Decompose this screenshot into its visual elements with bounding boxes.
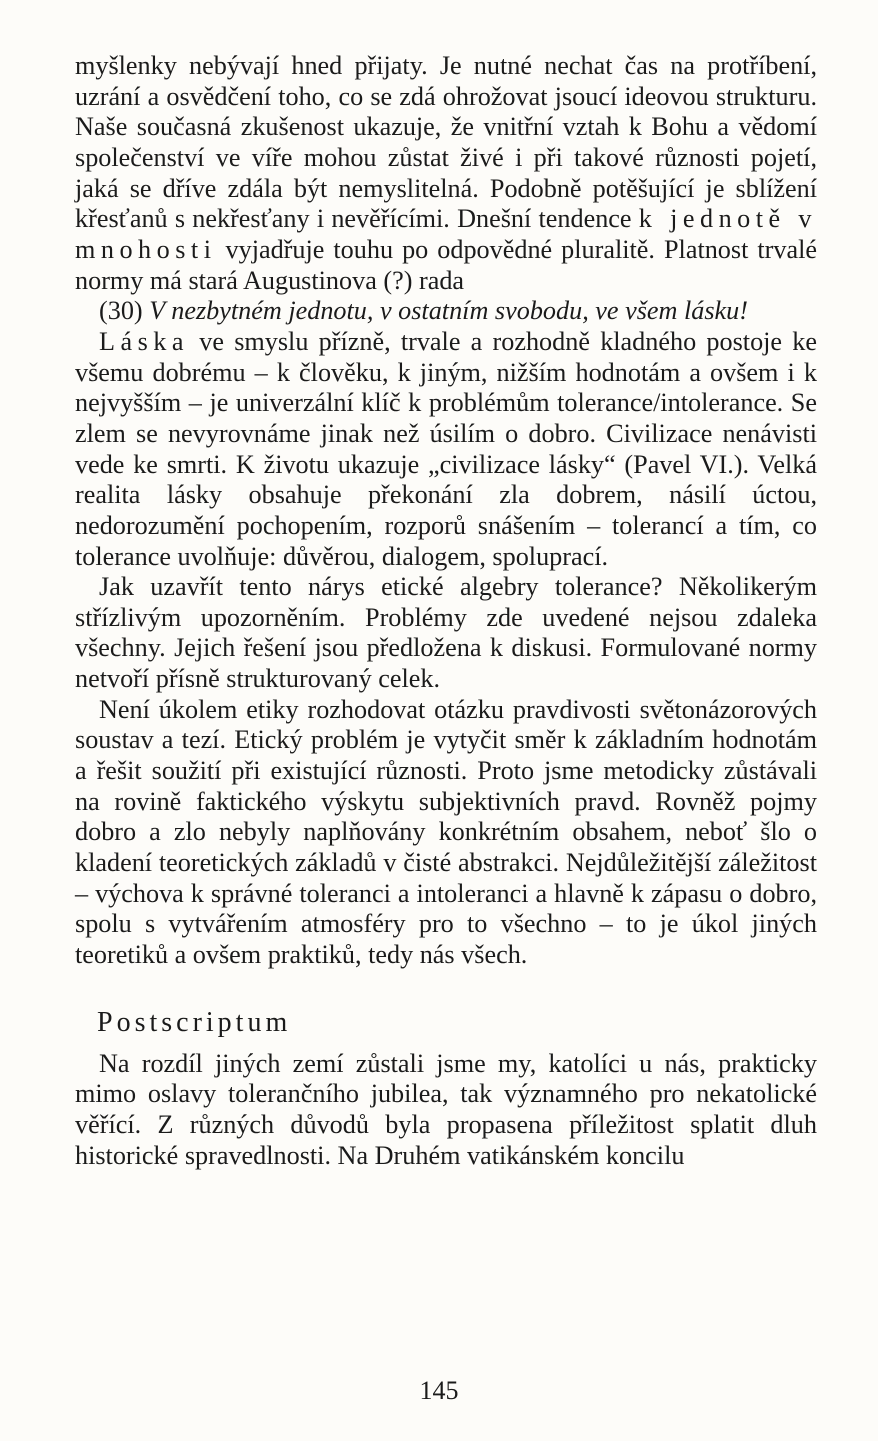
spaced-phrase: k jednotě v mnohosti: [75, 204, 817, 264]
paragraph-3: Jak uzavřít tento nárys etické algebry tolerance? Několikerým střízlivým upozorněním. Problémy zde uvedené nejsou zdaleka všechny. Jejich řešení jsou předložena k diskusi. Formulované normy netvoří přísně strukturovaný celek.: [75, 572, 817, 694]
paragraph-1: [75, 51, 817, 296]
paragraph-2: [75, 327, 817, 572]
section-heading: Postscriptum: [97, 1006, 292, 1038]
paragraph-2-text: ve smyslu přízně, trvale a rozhodně kladného postoje ke všemu dobrému – k člověku, k jiným, nižším hodnotám a ovšem i k nejvyšším – je univerzální klíč k problémům tolerance/intolerance. Se zlem se nevyrovnáme jinak než úsilím o dobro. Civilizace nenávisti vede ke smrti. K životu ukazuje „civilizace lásky“ (Pavel VI.). Velká realita lásky obsahuje překonání zla dobrem, násilí úctou, nedorozumění pochopením, rozporů snášením – tolerancí a tím, co tolerance uvolňuje: důvěrou, dialogem, spoluprací.: [75, 326, 817, 571]
body-text: [75, 51, 817, 1171]
postscript-paragraph: Na rozdíl jiných zemí zůstali jsme my, katolíci u nás, prakticky mimo oslavy tolerančního jubilea, tak významného pro nekatolické věřící. Z různých důvodů byla propasena příležitost splatit dluh historické spravedlnosti. Na Druhém vatikánském koncilu: [75, 1048, 817, 1170]
paragraph-1-text-end: vyjadřuje touhu po odpovědné pluralitě. Platnost trvalé normy má stará Augustinova (?) rada: [75, 234, 817, 295]
quote-30: [75, 296, 817, 327]
spaced-word: Láska: [99, 326, 190, 356]
quote-text: V nezbytném jednotu, v ostatním svobodu, ve všem lásku!: [149, 296, 748, 326]
quote-number: (30): [99, 296, 150, 326]
paragraph-1-text: myšlenky nebývají hned přijaty. Je nutné nechat čas na protříbení, uzrání a osvědčení toho, co se zdá ohrožovat jsoucí ideovou strukturu. Naše současná zkušenost ukazuje, že vnitřní vztah k Bohu a vědomí společenství ve víře mohou zůstat živé i při takové různosti pojetí, jaká se dříve zdála být nemyslitelná. Podobně potěšující je sblížení křesťanů s nekřesťany i nevěřícími. Dnešní tendence: [75, 51, 817, 234]
page-number: 145: [419, 1376, 459, 1405]
paragraph-4: Není úkolem etiky rozhodovat otázku pravdivosti světonázorových soustav a tezí. Etický problém je vytyčit směr k základním hodnotám a řešit soužití při existující různosti. Proto jsme metodicky zůstávali na rovině faktického výskytu subjektivních pravd. Rovněž pojmy dobro a zlo nebyly naplňovány konkrétním obsahem, neboť šlo o kladení teoretických základů v čisté abstrakci. Nejdůležitější záležitost – výchova k správné toleranci a intoleranci a hlavně k zápasu o dobro, spolu s vytvářením atmosféry pro to všechno – to je úkol jiných teoretiků a ovšem praktiků, tedy nás všech.: [75, 694, 817, 970]
